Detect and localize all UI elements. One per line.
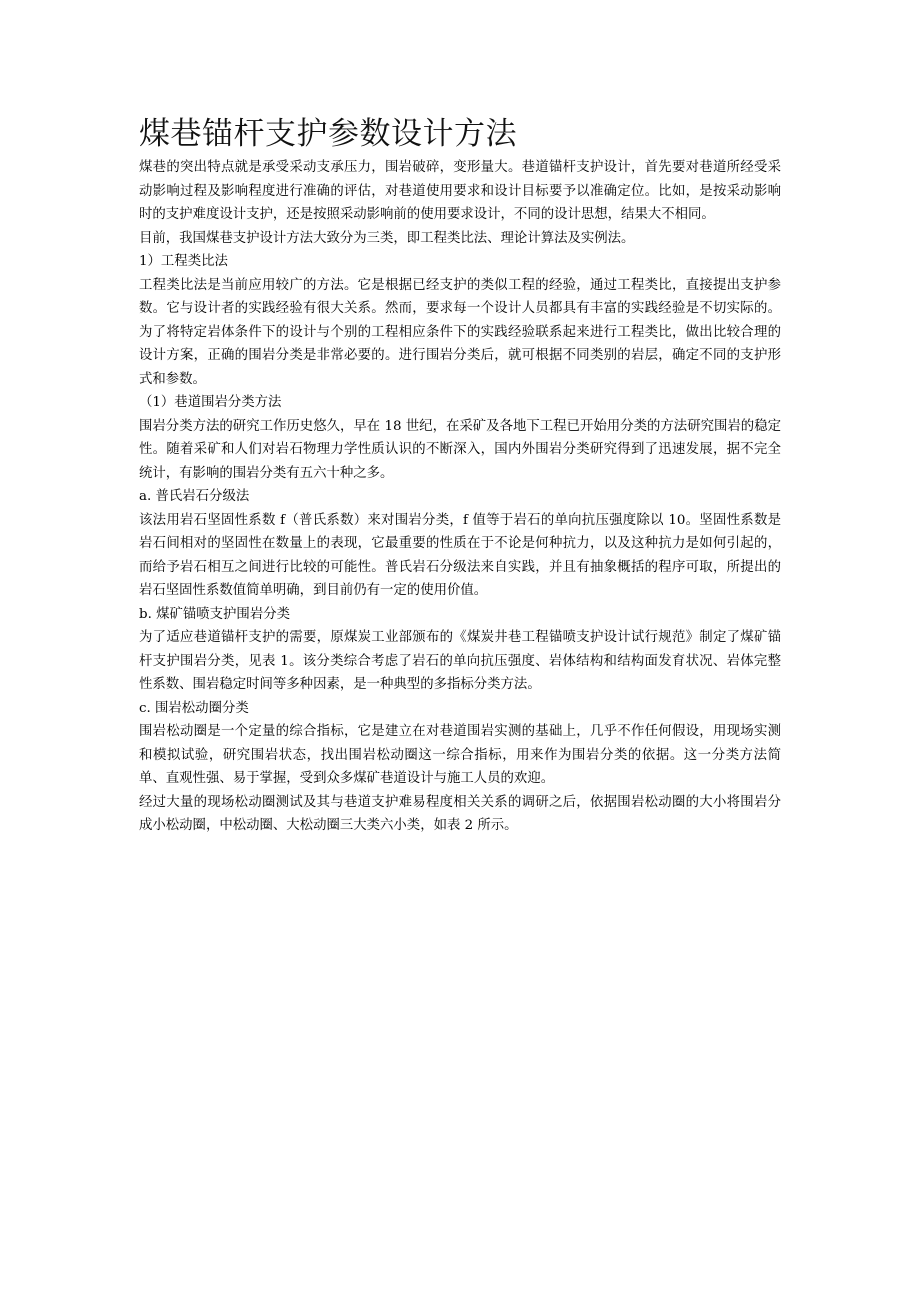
subsection-heading: c. 围岩松动圈分类 (139, 700, 249, 716)
document-title: 煤巷锚杆支护参数设计方法 (139, 116, 517, 152)
subsection-heading: a. 普氏岩石分级法 (139, 489, 250, 504)
section-heading: 1）工程类比法 (139, 254, 228, 269)
paragraph: 围岩分类方法的研究工作历史悠久，早在 18 世纪，在采矿及各地下工程已开始用分类的方法研究围岩的稳定性。随着采矿和人们对岩石物理力学性质认识的不断深入，国内外围岩分类研究得到了迅速发展，据不完全统计，有影响的围岩分类有五六十种之多。 (139, 418, 781, 481)
paragraph: 工程类比法是当前应用较广的方法。它是根据已经支护的类似工程的经验，通过工程类比，直接提出支护参数。它与设计者的实践经验有很大关系。然而，要求每一个设计人员都具有丰富的实践经验是不切实际的。为了将特定岩体条件下的设计与个别的工程相应条件下的实践经验联系起来进行工程类比，做出比较合理的设计方案，正确的围岩分类是非常必要的。进行围岩分类后，就可根据不同类别的岩层，确定不同的支护形式和参数。 (139, 277, 781, 387)
paragraph: 目前，我国煤巷支护设计方法大致分为三类，即工程类比法、理论计算法及实例法。 (139, 230, 635, 246)
paragraph: 该法用岩石坚固性系数 f（普氏系数）来对围岩分类，f 值等于岩石的单向抗压强度除以 10。坚固性系数是岩石间相对的坚固性在数量上的表现，它最重要的性质在于不论是何种抗力，以及这种抗力是如何引起的，而给予岩石相互之间进行比较的可能性。普氏岩石分级法来自实践，并且有抽象概括的程序可取，所提出的岩石坚固性系数值简单明确，到目前仍有一定的使用价值。 (139, 512, 781, 598)
subsection-heading: b. 煤矿锚喷支护围岩分类 (139, 606, 290, 622)
paragraph: 经过大量的现场松动圈测试及其与巷道支护难易程度相关关系的调研之后，依据围岩松动圈的大小将围岩分成小松动圈，中松动圈、大松动圈三大类六小类，如表 2 所示。 (139, 794, 781, 833)
subsection-heading: （1）巷道围岩分类方法 (139, 395, 282, 410)
paragraph: 围岩松动圈是一个定量的综合指标，它是建立在对巷道围岩实测的基础上，几乎不作任何假设，用现场实测和模拟试验，研究围岩状态，找出围岩松动圈这一综合指标，用来作为围岩分类的依据。这一分类方法简单、直观性强、易于掌握，受到众多煤矿巷道设计与施工人员的欢迎。 (139, 724, 781, 786)
paragraph: 煤巷的突出特点就是承受采动支承压力，围岩破碎，变形量大。巷道锚杆支护设计，首先要对巷道所经受采动影响过程及影响程度进行准确的评估，对巷道使用要求和设计目标要予以准确定位。比如，是按采动影响时的支护难度设计支护，还是按照采动影响前的使用要求设计，不同的设计思想，结果大不相同。 (139, 160, 781, 222)
paragraph: 为了适应巷道锚杆支护的需要，原煤炭工业部颁布的《煤炭井巷工程锚喷支护设计试行规范》制定了煤矿锚杆支护围岩分类，见表 1。该分类综合考虑了岩石的单向抗压强度、岩体结构和结构面发育状况、岩体完整性系数、围岩稳定时间等多种因素，是一种典型的多指标分类方法。 (139, 630, 781, 692)
document-page (139, 112, 781, 838)
